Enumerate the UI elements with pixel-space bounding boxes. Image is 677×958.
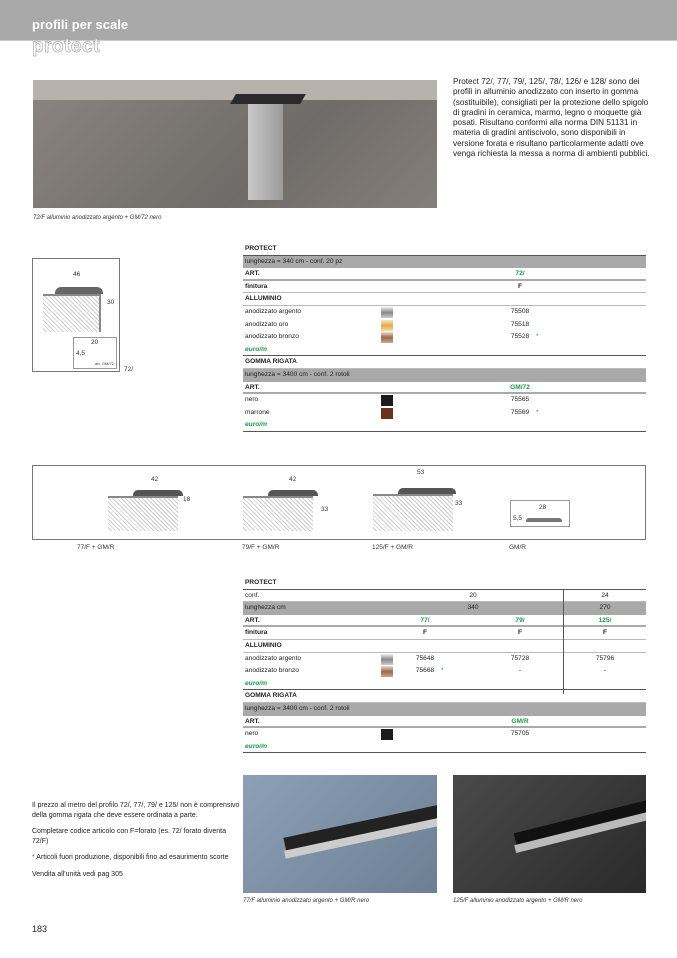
table-row (243, 268, 646, 281)
row-label: lunghezza cm (245, 604, 286, 612)
cell-value: 125/ (598, 616, 612, 624)
insert-width: 20 (91, 339, 99, 346)
row-label: nero (245, 396, 259, 404)
cell-value: 75528 (510, 333, 530, 341)
row-label: finitura (245, 629, 268, 637)
cell-value: 79/ (515, 616, 525, 624)
column-divider (563, 590, 564, 694)
color-swatch (381, 408, 393, 419)
label-79: 79/F + GM/R (242, 544, 280, 551)
intro-text: Protect 72/, 77/, 79/, 125/, 78/, 126/ e 128/ sono dei profili in alluminio anodizzato con inserto in gomma (sostituibile), consigliati per la protezione dello spigolo di gradini in ceramica, marmo, legno o moquette già posati. Risultano conformi alla norma DIN 51131 in materia di gradini antiscivolo, sono disponibili in versione forata e risultano particolarmente adatti ove venga richiesta la messa a norma di ambienti pubblici. (453, 77, 650, 159)
star-icon: * (536, 333, 539, 341)
table-row (243, 590, 646, 603)
table-row (243, 419, 646, 432)
label-125: 125/F + GM/R (372, 544, 413, 551)
cell-value: F (602, 629, 608, 637)
row-label: marrone (245, 408, 270, 416)
table-row (243, 356, 646, 369)
product-photo-125 (453, 775, 646, 893)
table-row (243, 640, 646, 653)
cell-value: F (422, 629, 428, 637)
table-row (243, 382, 646, 395)
table-72 (243, 243, 646, 432)
caption-77: 77/F alluminio anodizzato argento + GM/R nero (243, 898, 370, 904)
row-label: euro/m (245, 679, 267, 687)
cell-value: F (517, 282, 523, 290)
note-code: Completare codice articolo con F=forato (es. 72/ forato diventa 72/F) (32, 828, 226, 845)
star-icon: * (32, 854, 35, 862)
row-label: GOMMA RIGATA (245, 358, 297, 366)
cell-value: GM/72 (510, 383, 530, 391)
row-label: finitura (245, 282, 268, 290)
table-row (243, 716, 646, 729)
cell-value: 340 (467, 604, 479, 612)
color-swatch (381, 666, 393, 677)
dim-gmr-w: 28 (539, 504, 547, 511)
cell-value: 75565 (510, 396, 530, 404)
table-row (243, 394, 646, 407)
cell-value: 24 (601, 591, 609, 599)
table-row (243, 741, 646, 754)
star-icon: * (441, 667, 444, 675)
cell-value: 75518 (510, 320, 530, 328)
dim-77-w: 42 (151, 476, 159, 483)
cell-value: 75569 (510, 408, 530, 416)
table-row (243, 331, 646, 344)
cell-value: - (518, 667, 522, 675)
star-icon: * (536, 408, 539, 416)
notes (32, 801, 242, 887)
product-photo-77 (243, 775, 437, 893)
color-swatch (381, 307, 393, 318)
color-swatch (381, 320, 393, 331)
row-label: lunghezza = 3400 cm - conf. 2 rotoli (245, 704, 350, 712)
top-photo-caption: 72/F alluminio anodizzato argento + GM/72 nero (33, 215, 162, 221)
table-row (243, 653, 646, 666)
table-row (243, 344, 646, 357)
cell-value: - (603, 667, 607, 675)
table-row (243, 728, 646, 741)
table-row (243, 665, 646, 678)
row-label: GOMMA RIGATA (245, 692, 297, 700)
cell-value: 270 (599, 604, 611, 612)
note-unit-sale: Vendita all'unità vedi pag 305 (32, 870, 123, 878)
table-row (243, 281, 646, 294)
dim-79-h: 33 (321, 506, 329, 513)
table-77-79-125 (243, 577, 646, 753)
product-title: protect (32, 36, 100, 57)
table-row (243, 369, 646, 382)
row-label: ART. (245, 717, 260, 725)
label-gmr: GM/R (509, 544, 526, 551)
cell-value: 75668 (415, 667, 435, 675)
cell-value: 20 (469, 591, 477, 599)
row-label: anodizzato bronzo (245, 667, 299, 675)
diagram-row (32, 465, 646, 540)
cell-value: GM/R (511, 717, 529, 725)
note-discontinued-text: Articoli fuori produzione, disponibili fino ad esaurimento scorte (36, 854, 229, 862)
dim-width: 46 (73, 271, 81, 278)
cell-value: 75705 (510, 730, 530, 738)
diagram-72 (32, 258, 120, 372)
diagram-72-label: 72/ (124, 366, 134, 373)
product-photo-top (33, 80, 437, 208)
row-label: euro/m (245, 345, 267, 353)
note-discontinued (32, 853, 242, 863)
table-row (243, 256, 646, 269)
row-label: conf. (245, 591, 260, 599)
caption-125: 125/F alluminio anodizzato argento + GM/R nero (453, 898, 583, 904)
cell-value: 75508 (510, 307, 530, 315)
dim-79-w: 42 (289, 476, 297, 483)
table-row (243, 627, 646, 640)
row-label: PROTECT (245, 579, 277, 586)
cell-value: F (517, 629, 523, 637)
color-swatch (381, 729, 393, 740)
section-header (0, 0, 677, 41)
row-label: lunghezza = 340 cm - conf. 20 pz (245, 257, 343, 265)
row-label: PROTECT (245, 245, 277, 252)
dim-125-h: 33 (455, 500, 463, 507)
section-title: profili per scale (32, 17, 129, 32)
row-label: anodizzato bronzo (245, 333, 299, 341)
row-label: nero (245, 730, 259, 738)
table-row (243, 690, 646, 703)
table-row (243, 306, 646, 319)
row-label: ART. (245, 383, 260, 391)
row-label: ALLUMINIO (245, 641, 282, 649)
dim-gmr-h: 5,5 (513, 515, 523, 522)
table-row (243, 243, 646, 256)
table-row (243, 319, 646, 332)
row-label: anodizzato argento (245, 654, 302, 662)
color-swatch (381, 654, 393, 665)
table-row (243, 293, 646, 306)
label-77: 77/F + GM/R (77, 544, 115, 551)
insert-art: art. GM/72 (95, 361, 114, 366)
cell-value: 75796 (595, 654, 615, 662)
page-number: 183 (32, 924, 48, 934)
row-label: euro/m (245, 742, 267, 750)
table-row (243, 678, 646, 691)
row-label: ART. (245, 270, 260, 278)
row-label: lunghezza = 3400 cm - conf. 2 rotoli (245, 370, 350, 378)
row-label: anodizzato oro (245, 320, 289, 328)
color-swatch (381, 332, 393, 343)
row-label: anodizzato argento (245, 307, 302, 315)
cell-value: 75648 (415, 654, 435, 662)
note-price: Il prezzo al metro del profilo 72/, 77/, 79/ e 125/ non è comprensivo della gomma rigata che deve essere ordinata a parte. (32, 802, 240, 819)
cell-value: 72/ (515, 270, 525, 278)
cell-value: 75728 (510, 654, 530, 662)
row-label: ART. (245, 616, 260, 624)
cell-value: 77/ (420, 616, 430, 624)
table-row (243, 703, 646, 716)
row-label: euro/m (245, 421, 267, 429)
row-label: ALLUMINIO (245, 295, 282, 303)
insert-height: 4,5 (76, 350, 86, 357)
table-row (243, 602, 646, 615)
table-row (243, 577, 646, 590)
dim-77-h: 18 (183, 496, 191, 503)
table-row (243, 407, 646, 420)
table-row (243, 615, 646, 628)
dim-125-w: 53 (417, 469, 425, 476)
dim-height: 30 (107, 299, 115, 306)
color-swatch (381, 395, 393, 406)
